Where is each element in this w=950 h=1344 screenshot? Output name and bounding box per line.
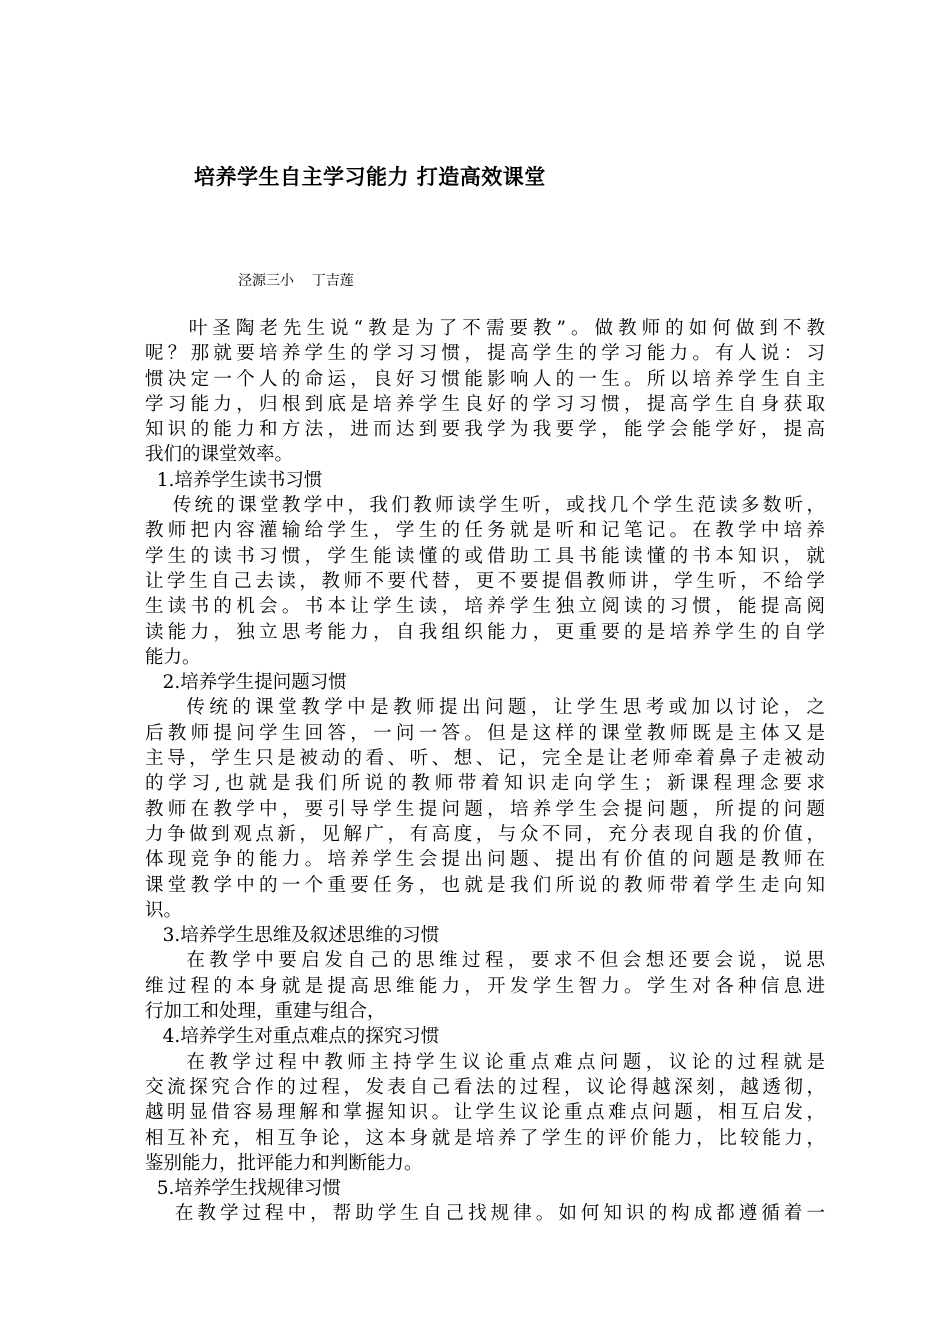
text-line: 知识的能力和方法，进而达到要我学为我要学，能学会能学好，提高 <box>145 419 825 441</box>
text-line: 让学生自己去读，教师不要代替，更不要提倡教师讲，学生听，不给学 <box>145 570 825 592</box>
text-line: 生读书的机会。书本让学生读，培养学生独立阅读的习惯，能提高阅 <box>145 596 825 618</box>
text-line: 叶圣陶老先生说“教是为了不需要教”。做教师的如何做到不教 <box>145 318 825 339</box>
text-line: 的学习,也就是我们所说的教师带着知识走向学生；新课程理念要求 <box>145 773 825 795</box>
text-line: 学习能力，归根到底是培养学生良好的学习习惯，提高学生自身获取 <box>145 393 825 415</box>
text-line: 越明显借容易理解和掌握知识。让学生议论重点难点问题，相互启发， <box>145 1102 825 1124</box>
text-line: 传统的课堂教学中，我们教师读学生听，或找几个学生范读多数听， <box>145 495 825 517</box>
text-line: 行加工和处理，重建与组合， <box>145 1001 386 1023</box>
section-heading: 3.培养学生思维及叙述思维的习惯 <box>145 925 440 947</box>
text-line: 后教师提问学生回答，一问一答。但是这样的课堂教师既是主体又是 <box>145 722 825 744</box>
text-line: 在教学过程中教师主持学生议论重点难点问题，议论的过程就是 <box>145 1051 825 1073</box>
text-line: 教师把内容灌输给学生，学生的任务就是听和记笔记。在教学中培养 <box>145 520 825 542</box>
text-line: 能力。 <box>145 646 201 668</box>
text-line: 在教学中要启发自己的思维过程，要求不但会想还要会说，说思 <box>145 950 825 972</box>
text-line: 相互补充，相互争论，这本身就是培养了学生的评价能力，比较能力， <box>145 1127 825 1149</box>
text-line: 学生的读书习惯，学生能读懂的或借助工具书能读懂的书本知识，就 <box>145 545 825 567</box>
document-title: 培养学生自主学习能力 打造高效课堂 <box>194 165 546 189</box>
text-line: 鉴别能力，批评能力和判断能力。 <box>145 1152 423 1174</box>
document-body <box>145 316 825 1227</box>
text-line: 呢？那就要培养学生的学习习惯，提高学生的学习能力。有人说：习 <box>145 343 825 365</box>
text-line: 力争做到观点新，见解广，有高度，与众不同，充分表现自我的价值， <box>145 823 825 845</box>
text-line: 我们的课堂效率。 <box>145 444 294 466</box>
text-line: 体现竞争的能力。培养学生会提出问题、提出有价值的问题是教师在 <box>145 849 825 871</box>
text-line: 课堂教学中的一个重要任务，也就是我们所说的教师带着学生走向知 <box>145 874 825 896</box>
text-line: 识。 <box>145 899 183 921</box>
text-line: 惯决定一个人的命运，良好习惯能影响人的一生。所以培养学生自主 <box>145 368 825 390</box>
text-line: 传统的课堂教学中是教师提出问题，让学生思考或加以讨论，之 <box>145 697 825 719</box>
section-heading: 5.培养学生找规律习惯 <box>145 1178 341 1200</box>
author-byline: 泾源三小 丁吉莲 <box>238 273 354 289</box>
text-line: 交流探究合作的过程，发表自己看法的过程，议论得越深刻，越透彻， <box>145 1076 825 1098</box>
text-line: 主导，学生只是被动的看、听、想、记，完全是让老师牵着鼻子走被动 <box>145 748 825 770</box>
section-heading: 1.培养学生读书习惯 <box>145 469 323 491</box>
text-line: 维过程的本身就是提高思维能力，开发学生智力。学生对各种信息进 <box>145 975 825 997</box>
section-heading: 4.培养学生对重点难点的探究习惯 <box>145 1026 440 1048</box>
section-heading: 2.培养学生提问题习惯 <box>145 672 347 694</box>
text-line: 读能力，独立思考能力，自我组织能力，更重要的是培养学生的自学 <box>145 621 825 643</box>
text-line: 在教学过程中，帮助学生自己找规律。如何知识的构成都遵循着一 <box>145 1203 825 1225</box>
text-line: 教师在教学中，要引导学生提问题，培养学生会提问题，所提的问题 <box>145 798 825 820</box>
